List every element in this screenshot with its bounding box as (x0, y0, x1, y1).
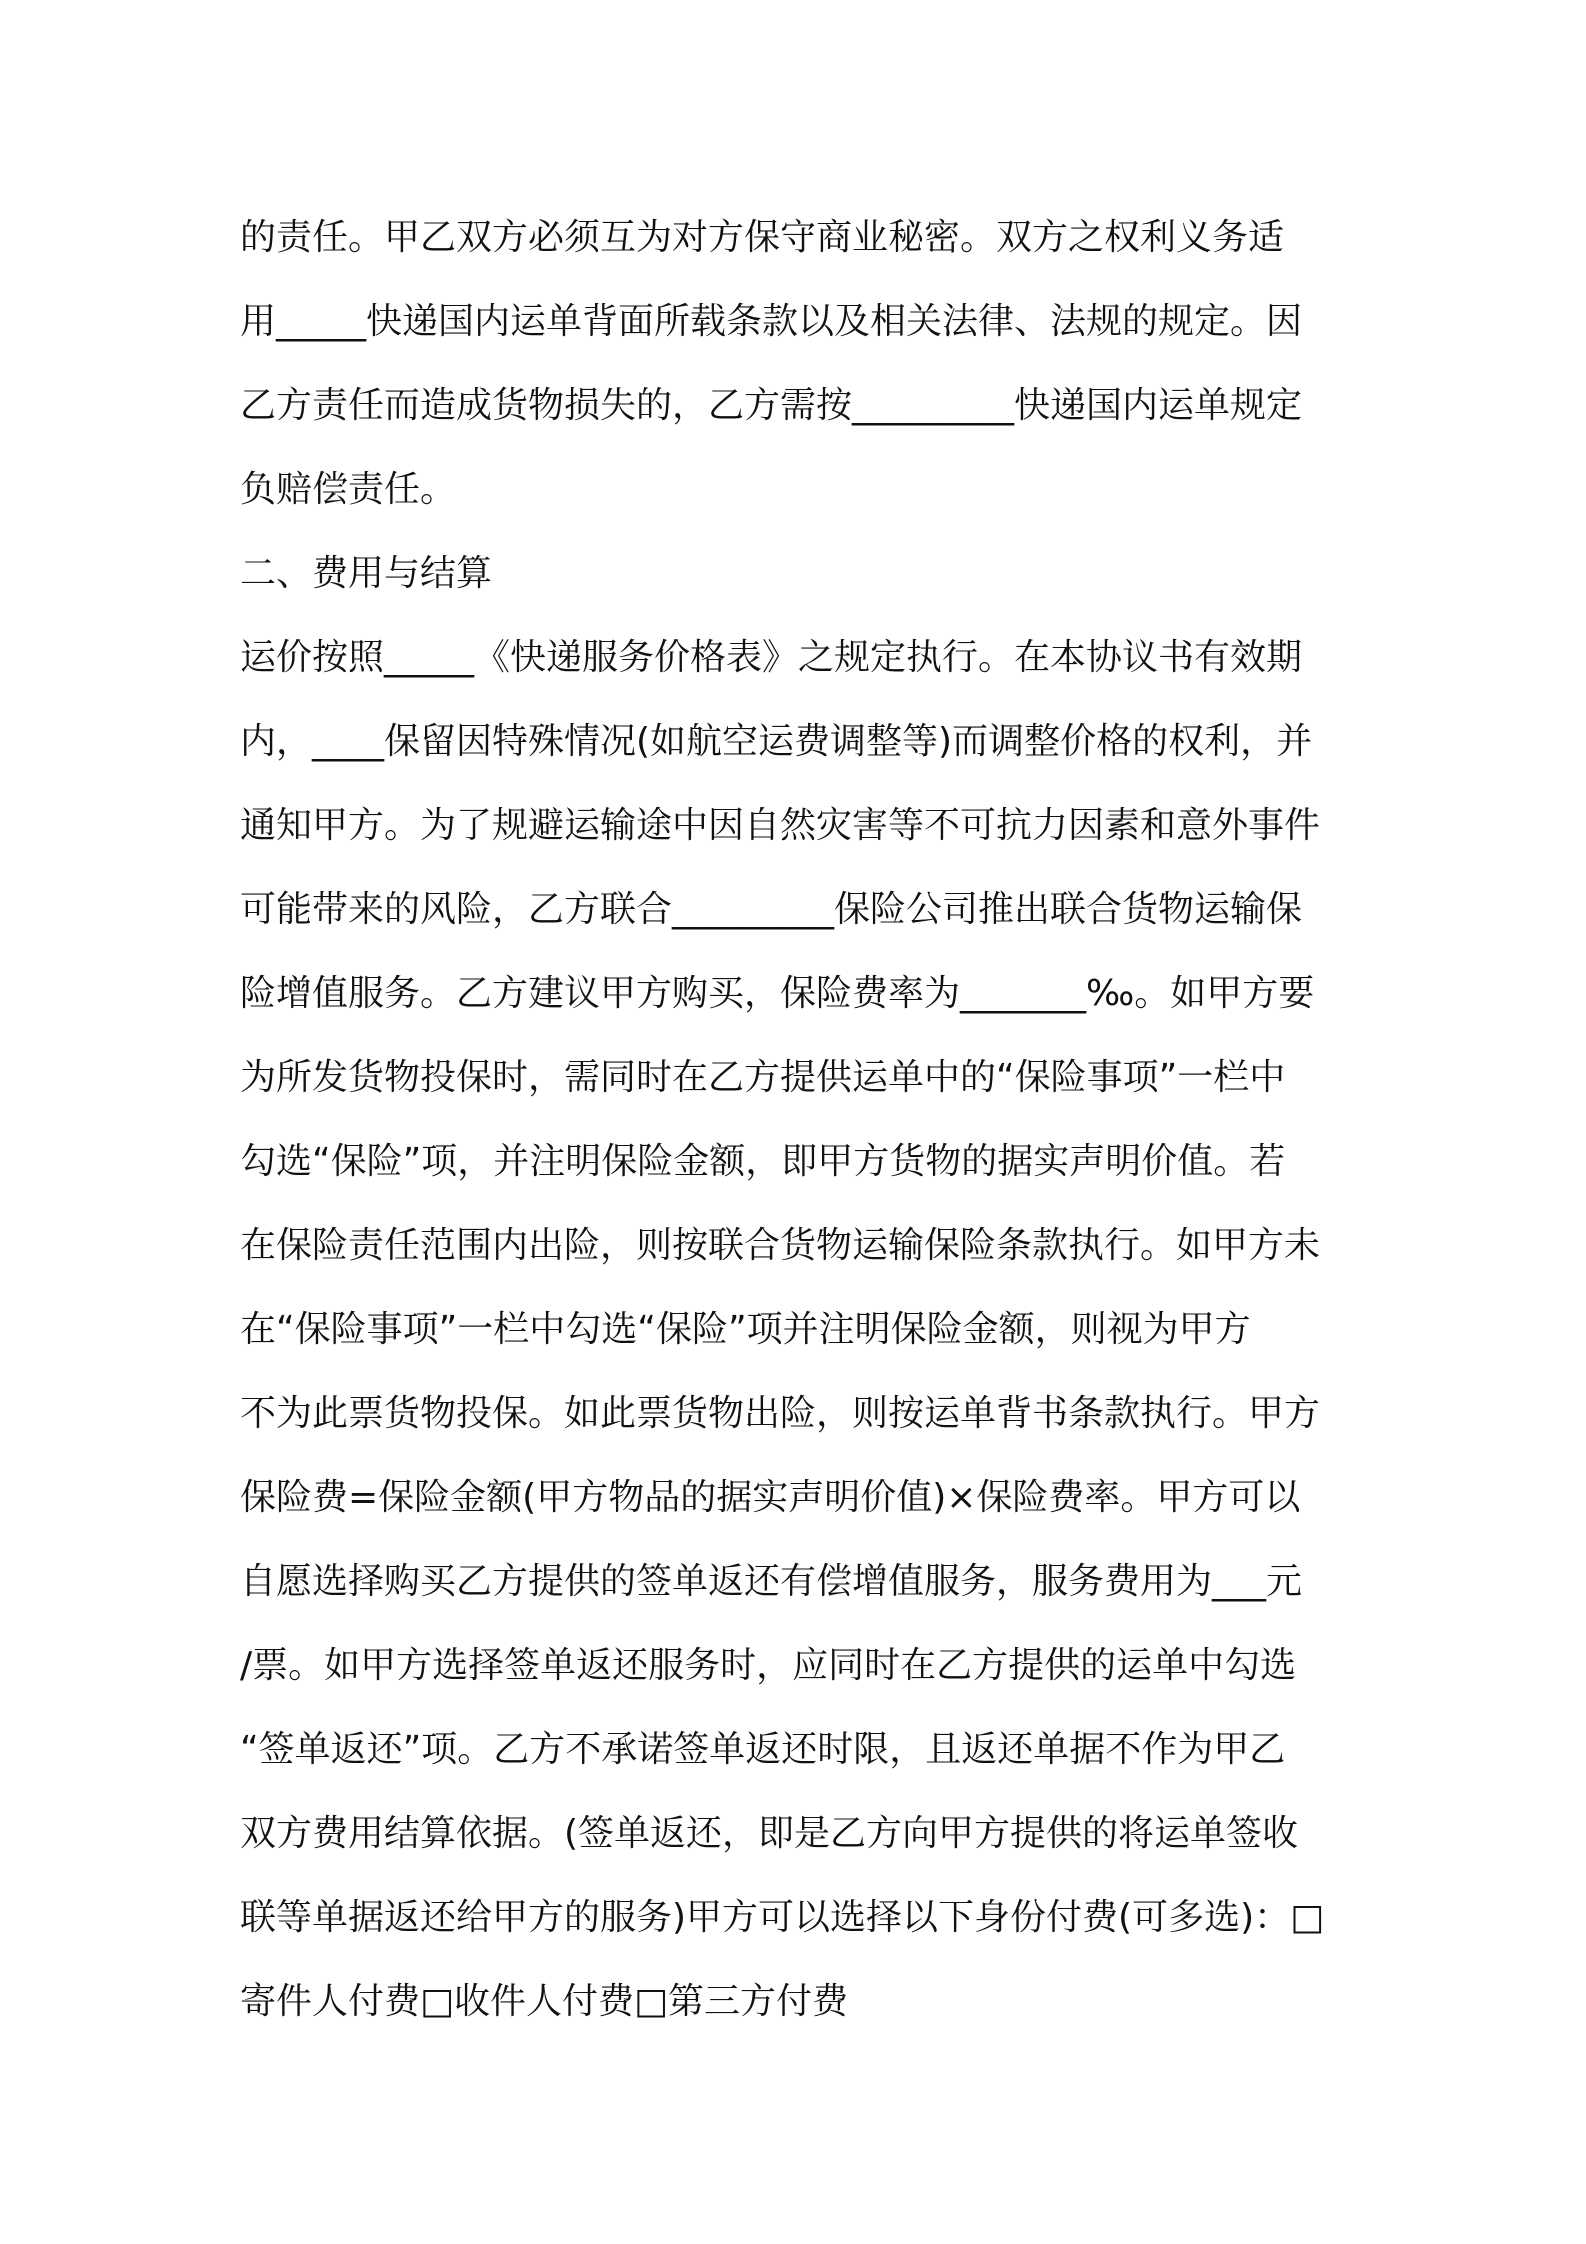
paragraph-line: 为所发货物投保时，需同时在乙方提供运单中的“保险事项”一栏中 (240, 1057, 1286, 1098)
paragraph-line: 双方费用结算依据。(签单返还，即是乙方向甲方提供的将运单签收 (240, 1813, 1299, 1854)
paragraph-line: 运价按照_____《快递服务价格表》之规定执行。在本协议书有效期 (240, 637, 1303, 678)
payment-options-line: 寄件人付费□收件人付费□第三方付费 (240, 1981, 849, 2022)
paragraph-line: 在“保险事项”一栏中勾选“保险”项并注明保险金额，则视为甲方 (240, 1309, 1251, 1350)
section-heading: 二、费用与结算 (240, 553, 493, 594)
paragraph-line: 勾选“保险”项，并注明保险金额，即甲方货物的据实声明价值。若 (240, 1141, 1286, 1182)
paragraph-line: 联等单据返还给甲方的服务)甲方可以选择以下身份付费(可多选)：□ (240, 1897, 1325, 1938)
paragraph-line: 负赔偿责任。 (240, 469, 457, 510)
paragraph-line: 乙方责任而造成货物损失的，乙方需按_________快递国内运单规定 (240, 385, 1303, 426)
paragraph-line: 通知甲方。为了规避运输途中因自然灾害等不可抗力因素和意外事件 (240, 805, 1321, 846)
paragraph-line: 的责任。甲乙双方必须互为对方保守商业秘密。双方之权利义务适 (240, 217, 1285, 258)
paragraph-line: 在保险责任范围内出险，则按联合货物运输保险条款执行。如甲方未 (240, 1225, 1321, 1266)
paragraph-line: /票。如甲方选择签单返还服务时，应同时在乙方提供的运单中勾选 (240, 1645, 1297, 1686)
document-body (240, 196, 1350, 2044)
paragraph-line: 用_____快递国内运单背面所载条款以及相关法律、法规的规定。因 (240, 301, 1303, 342)
paragraph-line: 自愿选择购买乙方提供的签单返还有偿增值服务，服务费用为___元 (240, 1561, 1303, 1602)
paragraph-line: “签单返还”项。乙方不承诺签单返还时限，且返还单据不作为甲乙 (240, 1729, 1286, 1770)
paragraph-line: 可能带来的风险，乙方联合_________保险公司推出联合货物运输保 (240, 889, 1303, 930)
paragraph-line: 保险费=保险金额(甲方物品的据实声明价值)×保险费率。甲方可以 (240, 1477, 1301, 1518)
paragraph-line: 险增值服务。乙方建议甲方购买，保险费率为_______‰。如甲方要 (240, 973, 1315, 1014)
paragraph-line: 不为此票货物投保。如此票货物出险，则按运单背书条款执行。甲方 (240, 1393, 1321, 1434)
paragraph-line: 内，____保留因特殊情况(如航空运费调整等)而调整价格的权利，并 (240, 721, 1313, 762)
